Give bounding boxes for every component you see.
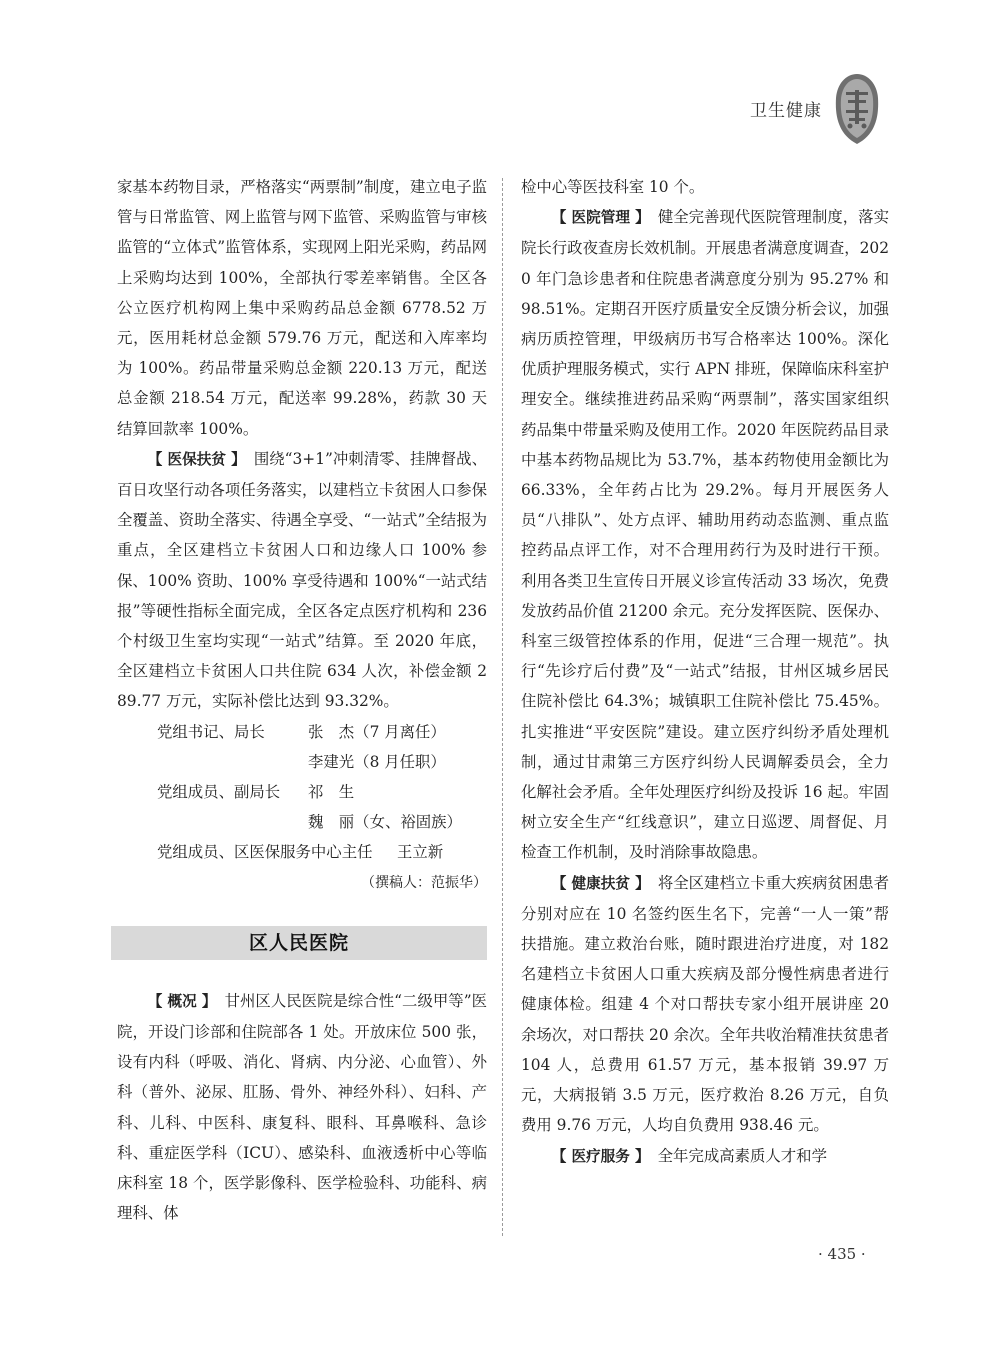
paragraph-medical-service bbox=[521, 1141, 889, 1172]
left-column bbox=[117, 172, 487, 1229]
staff-role bbox=[157, 807, 308, 837]
page-number: · 435 · bbox=[818, 1245, 866, 1263]
paragraph-hospital-management bbox=[521, 202, 889, 867]
section-heading-bar bbox=[111, 926, 487, 960]
paragraph-text: 将全区建档立卡重大疾病贫困患者分别对应在 10 名签约医生名下，完善“一人一策”帮扶措施。建立救治台账，随时跟进治疗进度，对 182 名建档立卡贫困人口重大疾病及部分慢性病患者进行健康体检。组建 4 个对口帮扶专家小组开展讲座 20 余场次，对口帮扶 20 余次。全年共收治精准扶贫患者 104 人，总费用 61.57 万元，基本报销 39.97 万元，大病报销 3.5 万元，医疗救治 8.26 万元，自负费用 9.76 万元，人均自负费用 938.46 元。 bbox=[521, 873, 889, 1135]
staff-row bbox=[157, 807, 487, 837]
staff-name: 王立新 bbox=[397, 843, 444, 862]
right-column bbox=[521, 172, 889, 1172]
paragraph-medical-insurance-poverty bbox=[117, 444, 487, 717]
paragraph-text: 健全完善现代医院管理制度，落实院长行政夜查房长效机制。开展患者满意度调查，2020 年门急诊患者和住院患者满意度分别为 95.27% 和 98.51%。定期召开医疗质量安全反馈分析会议，加强病历质控管理，甲级病历书写合格率达 100%。深化优质护理服务模式，实行 APN 排班，保障临床科室护理安全。继续推进药品采购“两票制”，落实国家组织药品集中带量采购及使用工作。2020 年医院药品目录中基本药物品规比为 53.7%，基本药物使用金额比为 66.33%，全年药占比为 29.2%。每月开展医务人员“八排队”、处方点评、辅助用药动态监测、重点监控药品点评工作，对不合理用药行为及时进行干预。利用各类卫生宣传日开展义诊宣传活动 33 场次，免费发放药品价值 21200 余元。充分发挥医院、医保办、科室三级管控体系的作用，促进“三合理一规范”。执行“先诊疗后付费”及“一站式”结报，甘州区城乡居民住院补偿比 64.3%；城镇职工住院补偿比 75.45%。扎实推进“平安医院”建设。建立医疗纠纷矛盾处理机制，通过甘肃第三方医疗纠纷人民调解委员会，全力化解社会矛盾。全年处理医疗纠纷及投诉 16 起。牢固树立安全生产“红线意识”，建立日巡逻、周督促、月检查工作机制，及时消除事故隐患。 bbox=[521, 208, 889, 862]
staff-row bbox=[157, 717, 487, 747]
section-tag-medical-insurance: 【 医保扶贫 】 bbox=[148, 451, 239, 468]
staff-role: 党组书记、局长 bbox=[157, 722, 265, 741]
paragraph-health-poverty bbox=[521, 868, 889, 1141]
staff-name: 魏 丽（女、裕固族） bbox=[308, 813, 462, 832]
paragraph-text: 围绕“3+1”冲刺清零、挂牌督战、百日攻坚行动各项任务落实，以建档立卡贫困人口参保全覆盖、资助全落实、待遇全享受、“一站式”全结报为重点，全区建档立卡贫困人口和边缘人口 100% 参保、100% 资助、100% 享受待遇和 100%“一站式结报”等硬性指标全面完成，全区各定点医疗机构和 236 个村级卫生室均实现“一站式”结算。至 2020 年底，全区建档立卡贫困人口共住院 634 人次，补偿金额 289.77 万元，实际补偿比达到 93.32%。 bbox=[117, 449, 488, 711]
staff-name: 张 杰（7 月离任） bbox=[308, 722, 446, 741]
staff-role: 党组成员、区医保服务中心主任 bbox=[157, 843, 373, 862]
seal-emblem-icon bbox=[834, 72, 880, 146]
section-tag-health-poverty: 【 健康扶贫 】 bbox=[552, 875, 643, 892]
staff-row bbox=[157, 777, 487, 807]
staff-name: 李建光（8 月任职） bbox=[308, 752, 446, 771]
section-title: 区人民医院 bbox=[248, 931, 349, 954]
staff-list bbox=[117, 717, 487, 868]
section-tag-medical-service: 【 医疗服务 】 bbox=[552, 1148, 642, 1165]
section-tag-overview: 【 概况 】 bbox=[148, 993, 209, 1010]
paragraph-overview bbox=[117, 986, 487, 1229]
section-tag-hospital-management: 【 医院管理 】 bbox=[552, 209, 643, 226]
staff-role bbox=[157, 747, 308, 777]
staff-row bbox=[157, 837, 487, 867]
paragraph-text: 全年完成高素质人才和学 bbox=[657, 1146, 827, 1165]
staff-name: 祁 生 bbox=[308, 783, 355, 802]
staff-role: 党组成员、副局长 bbox=[157, 783, 281, 802]
paragraph-text: 甘州区人民医院是综合性“二级甲等”医院，开设门诊部和住院部各 1 处。开放床位 500 张，设有内科（呼吸、消化、肾病、内分泌、心血管）、外科（普外、泌尿、肛肠、骨外、神经外科）、妇科、产科、儿科、中医科、康复科、眼科、耳鼻喉科、急诊科、重症医学科（ICU）、感染科、血液透析中心等临床科室 18 个，医学影像科、医学检验科、功能科、病理科、体 bbox=[117, 991, 487, 1223]
staff-row bbox=[157, 747, 487, 777]
paragraph-continuation: 检中心等医技科室 10 个。 bbox=[521, 178, 705, 196]
author-credit: （撰稿人：范振华） bbox=[361, 874, 487, 891]
paragraph-drug-supervision: 家基本药物目录，严格落实“两票制”制度，建立电子监管与日常监管、网上监管与网下监管、采购监管与审核监管的“立体式”监管体系，实现网上阳光采购，药品网上采购均达到 100%，全部执行零差率销售。全区各公立医疗机构网上集中采购药品总金额 6778.52 万元，医用耗材总金额 579.76 万元，配送和入库率均为 100%。药品带量采购总金额 220.13 万元，配送总金额 218.54 万元，配送率 99.28%，药款 30 天结算回款率 100%。 bbox=[117, 178, 487, 438]
column-divider bbox=[502, 178, 503, 1236]
section-header-label: 卫生健康 bbox=[750, 101, 822, 121]
